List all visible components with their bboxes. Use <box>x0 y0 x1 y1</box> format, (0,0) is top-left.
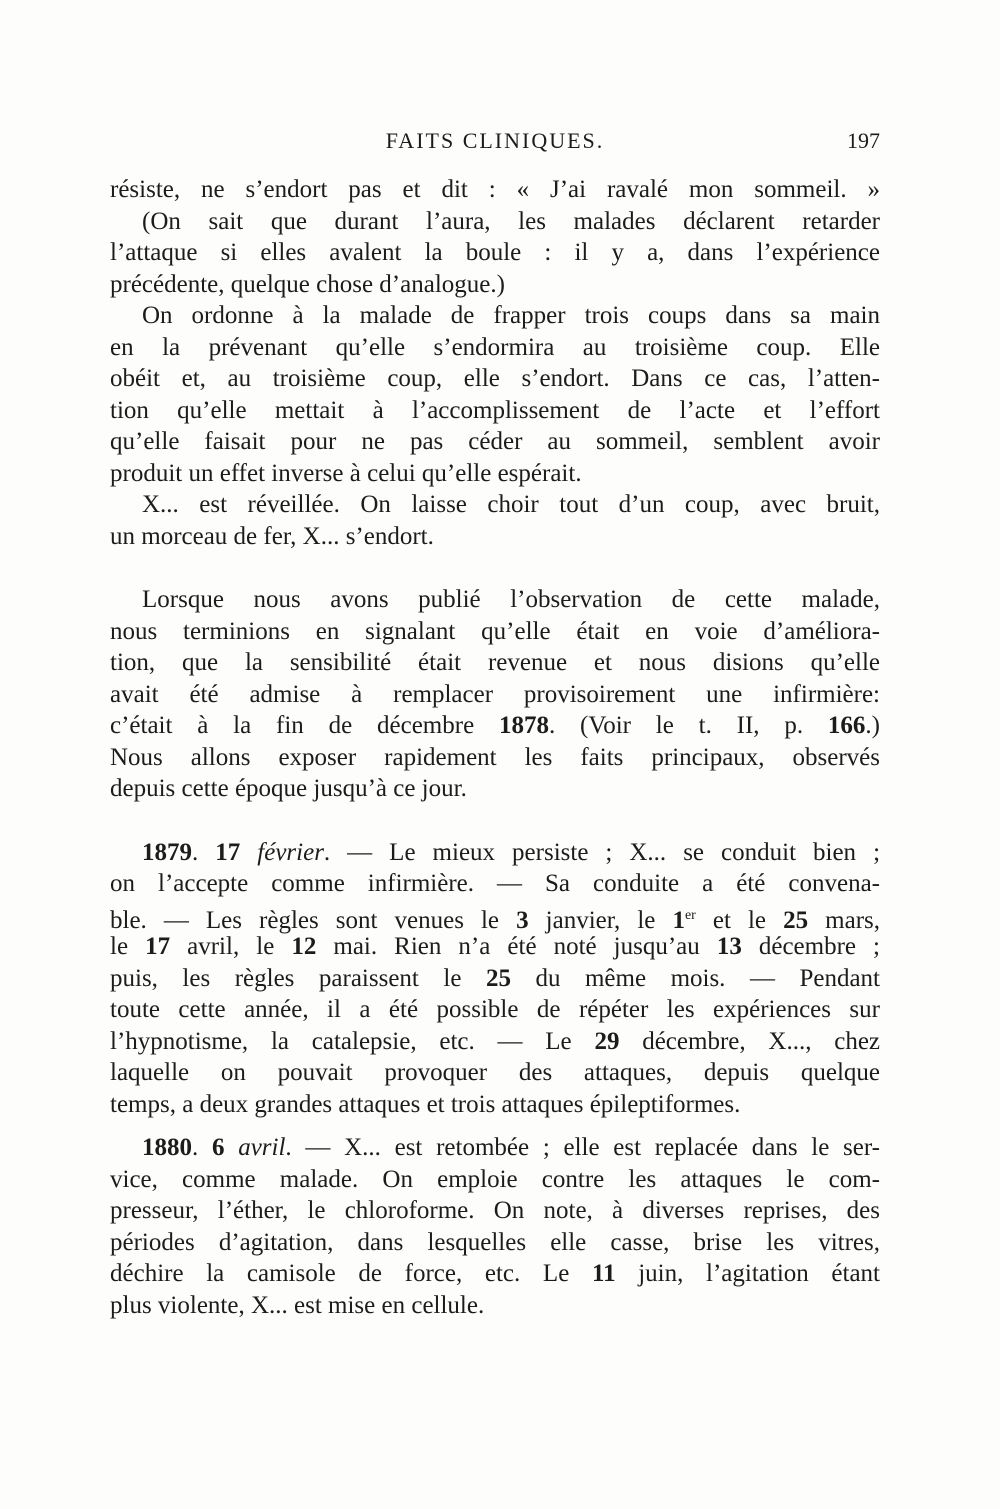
text-run: précédente, quelque chose d’analogue.) <box>110 270 505 298</box>
text-line <box>110 1089 880 1121</box>
text-line <box>110 1195 880 1227</box>
text-run: depuis cette époque jusqu’à ce jour. <box>110 775 467 802</box>
text-run: toute cette année, il a été possible de répéter les expériences sur <box>110 996 880 1023</box>
text-run: juin, l’agitation étant <box>615 1260 880 1287</box>
text-line <box>110 1164 880 1196</box>
text-run: vice, comme malade. On emploie contre les attaques le com- <box>110 1165 880 1193</box>
text-line <box>110 1258 880 1290</box>
text-line <box>110 1026 880 1058</box>
text-run: qu’elle faisait pour ne pas céder au sommeil, semblent avoir <box>110 428 880 455</box>
text-run: X... est réveillée. On laisse choir tout d’un coup, avec bruit, <box>142 491 880 518</box>
text-line <box>110 584 880 616</box>
text-run: . <box>192 838 216 866</box>
text-run: Nous allons exposer rapidement les faits principaux, observés <box>110 743 880 771</box>
text-line <box>110 868 880 900</box>
running-head <box>110 128 880 160</box>
text-line <box>110 1290 880 1322</box>
text-run: du même mois. — Pendant <box>510 964 880 992</box>
page-number: 197 <box>847 128 880 153</box>
paragraph <box>110 489 880 552</box>
text-run: mai. Rien n’a été noté jusqu’au <box>316 933 717 960</box>
text-run: mars, <box>808 906 880 934</box>
text-run: on l’accepte comme infirmière. — Sa conduite a été convena- <box>110 870 880 897</box>
text-run: plus violente, X... est mise en cellule. <box>110 1291 485 1319</box>
text-run: un morceau de fer, X... s’endort. <box>110 522 434 550</box>
text-line <box>110 332 880 364</box>
text-line <box>110 489 880 521</box>
text-run: .) <box>865 712 880 739</box>
text-run: tion, que la sensibilité était revenue et nous disions qu’elle <box>110 649 880 676</box>
text-run: . — Le mieux persiste ; X... se conduit bien ; <box>323 838 881 866</box>
text-run: 1 <box>672 906 685 934</box>
text-line <box>110 963 880 995</box>
text-line <box>110 837 880 869</box>
text-run: c’était à la fin de décembre <box>110 712 499 739</box>
text-run: l’hypnotisme, la catalepsie, etc. — Le <box>110 1027 595 1055</box>
text-run: tion qu’elle mettait à l’accomplissement de l’acte et l’effort <box>110 396 880 424</box>
text-line <box>110 710 880 742</box>
text-run: nous terminions en signalant qu’elle était en voie d’améliora- <box>110 617 880 645</box>
text-run: 1880 <box>142 1134 192 1161</box>
paragraph-gap <box>110 1120 880 1132</box>
text-run: février <box>257 838 324 866</box>
text-run: 13 <box>716 933 742 960</box>
text-run: produit un effet inverse à celui qu’elle espérait. <box>110 459 582 487</box>
text-run: . <box>192 1134 212 1161</box>
text-run: et le <box>695 906 784 934</box>
text-run: 1879 <box>142 838 192 866</box>
text-run: . — X... est retombée ; elle est replacée dans le ser- <box>285 1134 880 1161</box>
text-run: temps, a deux grandes attaques et trois attaques épileptiformes. <box>110 1090 741 1118</box>
text-line <box>110 458 880 490</box>
text-run: le <box>110 933 146 960</box>
text-run: . (Voir le t. II, p. <box>548 712 828 739</box>
text-line <box>110 426 880 458</box>
text-run: avril <box>238 1134 286 1161</box>
text-run: avril, le <box>170 933 292 960</box>
text-run: er <box>684 907 696 923</box>
running-title: FAITS CLINIQUES. <box>385 128 605 153</box>
text-line <box>110 269 880 301</box>
paragraph <box>110 584 880 805</box>
paragraph <box>110 1132 880 1321</box>
text-run: 17 <box>215 838 241 866</box>
text-line <box>110 900 880 932</box>
text-run: Lorsque nous avons publié l’observation de cette malade, <box>142 586 880 613</box>
text-line <box>110 521 880 553</box>
text-run: 6 <box>211 1134 225 1161</box>
text-run: 1878 <box>498 712 549 739</box>
body-text <box>110 174 880 1321</box>
paragraph-gap <box>110 805 880 837</box>
paragraph <box>110 174 880 300</box>
text-run: (On sait que durant l’aura, les malades déclarent retarder <box>142 207 880 235</box>
text-run: 25 <box>485 964 511 992</box>
text-run: l’attaque si elles avalent la boule : il y a, dans l’expérience <box>110 239 880 266</box>
text-run <box>224 1134 238 1161</box>
text-line <box>110 994 880 1026</box>
text-line <box>110 773 880 805</box>
text-line <box>110 742 880 774</box>
text-run: résiste, ne s’endort pas et dit : « J’ai ravalé mon sommeil. » <box>110 176 880 203</box>
text-line <box>110 206 880 238</box>
text-line <box>110 931 880 963</box>
text-run: janvier, le <box>528 906 673 934</box>
text-line <box>110 616 880 648</box>
text-run: 29 <box>594 1027 620 1055</box>
text-line <box>110 1227 880 1259</box>
text-run: 3 <box>516 906 529 934</box>
paragraph <box>110 300 880 489</box>
text-run: laquelle on pouvait provoquer des attaques, depuis quelque <box>110 1059 880 1086</box>
text-run: en la prévenant qu’elle s’endormira au troisième coup. Elle <box>110 333 880 361</box>
text-run: 17 <box>145 933 171 960</box>
text-line <box>110 363 880 395</box>
text-line <box>110 174 880 206</box>
text-line <box>110 1132 880 1164</box>
text-run: presseur, l’éther, le chloroforme. On note, à diverses reprises, des <box>110 1197 880 1224</box>
paragraph-gap <box>110 552 880 584</box>
text-line <box>110 237 880 269</box>
text-run: périodes d’agitation, dans lesquelles elle casse, brise les vitres, <box>110 1228 880 1256</box>
text-run: On ordonne à la malade de frapper trois coups dans sa main <box>142 302 880 329</box>
text-run: 12 <box>291 933 317 960</box>
text-run: 11 <box>591 1260 616 1287</box>
text-line <box>110 1057 880 1089</box>
text-run: 166 <box>827 712 866 739</box>
text-line <box>110 395 880 427</box>
text-run: 25 <box>783 906 809 934</box>
text-line <box>110 647 880 679</box>
text-run: décembre ; <box>741 933 881 960</box>
text-run: ble. — Les règles sont venues le <box>110 906 517 934</box>
text-line <box>110 300 880 332</box>
text-line <box>110 679 880 711</box>
text-run: avait été admise à remplacer provisoirement une infirmière: <box>110 680 880 708</box>
text-run: déchire la camisole de force, etc. Le <box>110 1260 592 1287</box>
text-run: puis, les règles paraissent le <box>110 964 486 992</box>
text-run <box>240 839 257 866</box>
paragraph <box>110 837 880 1121</box>
text-run: obéit et, au troisième coup, elle s’endort. Dans ce cas, l’atten- <box>110 365 880 392</box>
text-run: décembre, X..., chez <box>619 1027 881 1055</box>
